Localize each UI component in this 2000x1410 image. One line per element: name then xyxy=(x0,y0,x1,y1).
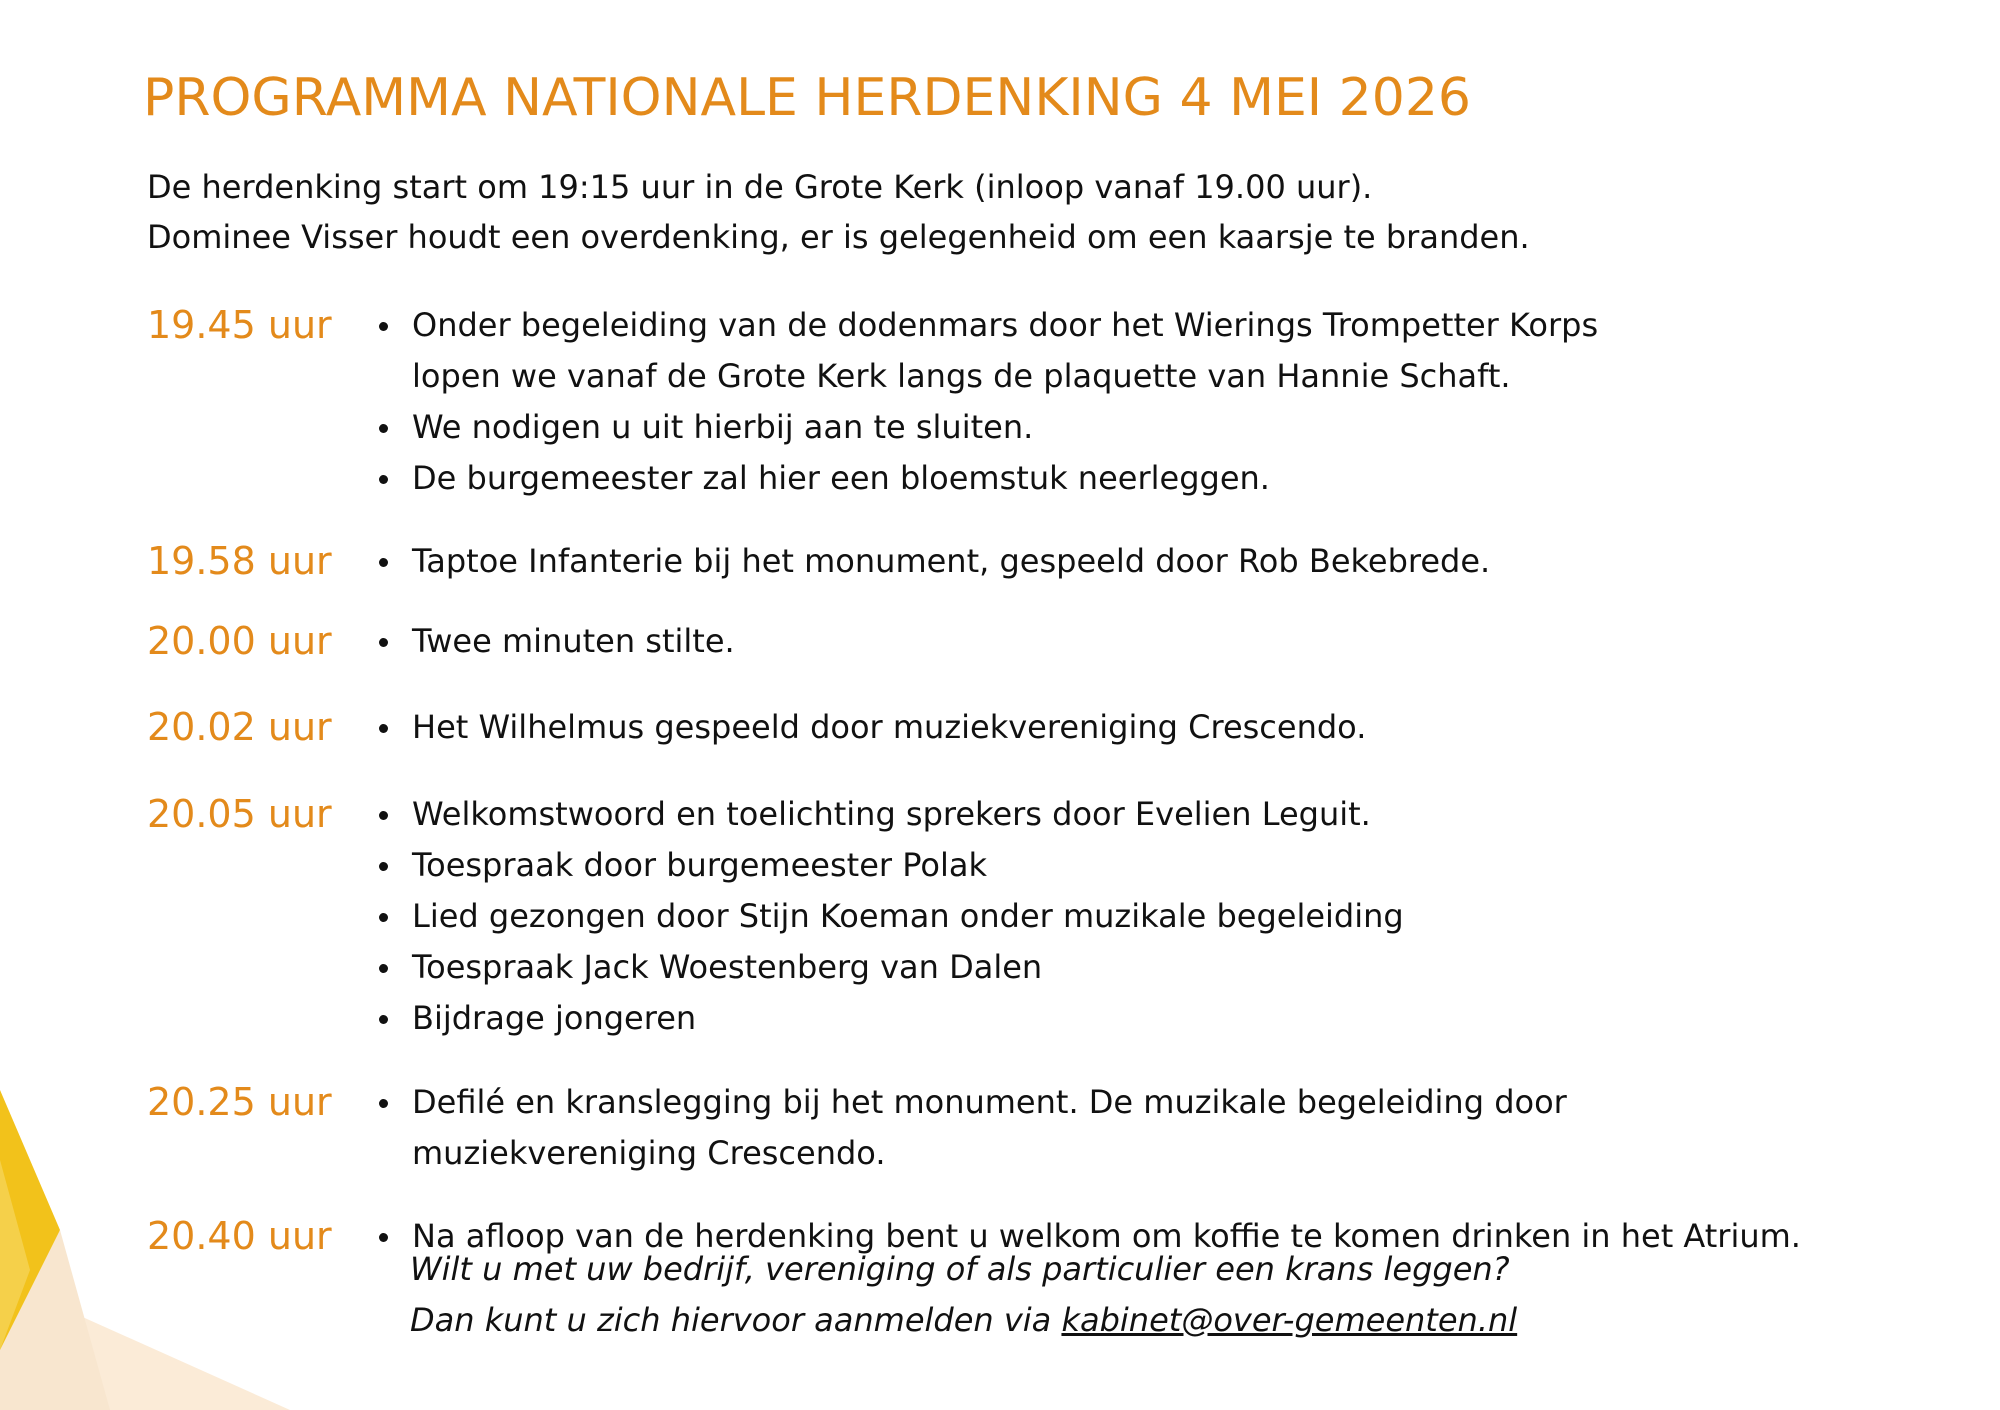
slot-item: De burgemeester zal hier een bloemstuk neerleggen. xyxy=(370,453,1598,504)
page-title: PROGRAMMA NATIONALE HERDENKING 4 MEI 2026 xyxy=(143,68,1472,128)
slot-item: Lied gezongen door Stijn Koeman onder muzikale begeleiding xyxy=(370,891,1404,942)
slot-time: 19.58 uur xyxy=(147,539,332,583)
note-line: Wilt u met uw bedrijf, vereniging of als particulier een krans leggen? xyxy=(410,1250,1510,1288)
slot-item: Defilé en kranslegging bij het monument. De muzikale begeleiding door xyxy=(370,1077,1567,1128)
slot-items xyxy=(370,300,1598,504)
slot-item: Welkomstwoord en toelichting sprekers door Evelien Leguit. xyxy=(370,789,1404,840)
note-prefix: Dan kunt u zich hiervoor aanmelden via xyxy=(410,1301,1062,1339)
slot-time: 20.25 uur xyxy=(147,1080,332,1124)
note-line xyxy=(410,1295,1517,1346)
slot-item: Toespraak Jack Woestenberg van Dalen xyxy=(370,942,1404,993)
intro-line: De herdenking start om 19:15 uur in de Grote Kerk (inloop vanaf 19.00 uur). xyxy=(147,168,1373,206)
slot-item-continued: lopen we vanaf de Grote Kerk langs de plaquette van Hannie Schaft. xyxy=(412,357,1511,395)
slot-items xyxy=(370,789,1404,1044)
slot-items xyxy=(370,1077,1567,1179)
slot-item: Onder begeleiding van de dodenmars door het Wierings Trompetter Korps xyxy=(370,300,1598,351)
slot-item: Taptoe Infanterie bij het monument, gespeeld door Rob Bekebrede. xyxy=(370,536,1490,587)
slot-item: Twee minuten stilte. xyxy=(370,616,735,667)
slot-item: Toespraak door burgemeester Polak xyxy=(370,840,1404,891)
slot-items xyxy=(370,616,735,667)
slot-items xyxy=(370,702,1366,753)
slot-items xyxy=(370,536,1490,587)
slot-time: 19.45 uur xyxy=(147,303,332,347)
slot-item: We nodigen u uit hierbij aan te sluiten. xyxy=(370,402,1598,453)
email-link[interactable]: kabinet@over-gemeenten.nl xyxy=(1061,1301,1518,1339)
slot-time: 20.00 uur xyxy=(147,619,332,663)
slot-time: 20.02 uur xyxy=(147,705,332,749)
slot-time: 20.05 uur xyxy=(147,792,332,836)
slot-item: Bijdrage jongeren xyxy=(370,993,1404,1044)
slot-item-continued: muziekvereniging Crescendo. xyxy=(412,1134,886,1172)
registration-note xyxy=(410,1244,1517,1346)
slot-item: Het Wilhelmus gespeeld door muziekvereniging Crescendo. xyxy=(370,702,1366,753)
slot-item: Na afloop van de herdenking bent u welkom om koffie te komen drinken in het Atrium. xyxy=(370,1211,1801,1262)
slot-time: 20.40 uur xyxy=(147,1214,332,1258)
intro-line: Dominee Visser houdt een overdenking, er is gelegenheid om een kaarsje te branden. xyxy=(147,218,1530,256)
